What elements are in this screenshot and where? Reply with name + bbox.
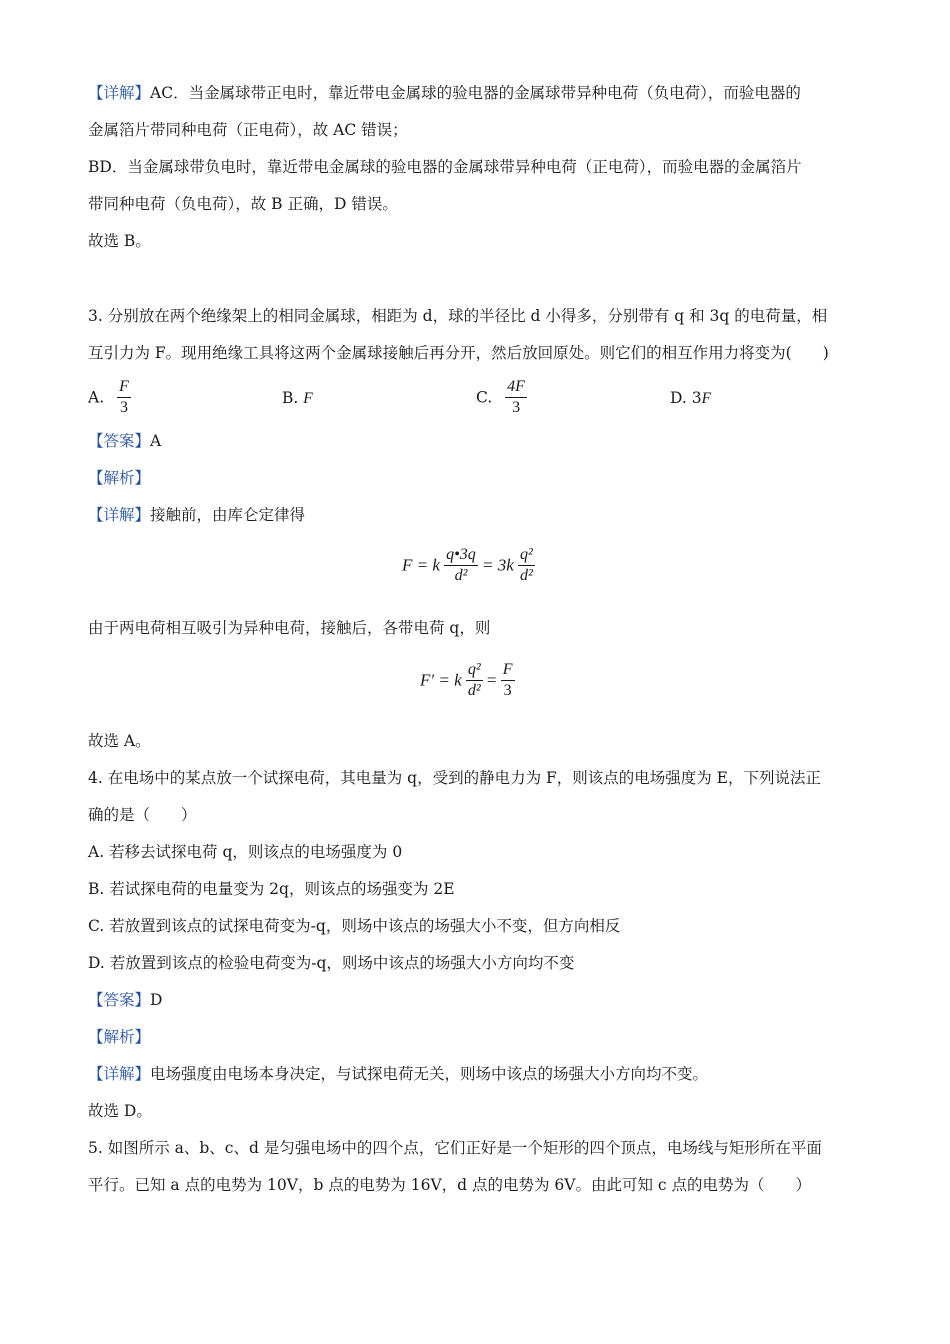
q2-detail-line-4: 带同种电荷（负电荷），故 B 正确，D 错误。 <box>88 195 398 213</box>
q2-detail-text-1: AC．当金属球带正电时，靠近带电金属球的验电器的金属球带异种电荷（负电荷），而验电器的 <box>150 84 801 102</box>
q4-stem-line-2: 确的是（ ） <box>88 806 197 824</box>
q3-option-a-label: A. <box>88 388 105 407</box>
formula1-fraction-2 <box>518 546 535 585</box>
q3-option-b <box>282 387 313 410</box>
q4-option-b: B. 若试探电荷的电量变为 2q，则该点的场强变为 2E <box>88 880 455 898</box>
q3-option-a-den: 3 <box>119 399 128 416</box>
q3-answer <box>88 430 161 452</box>
formula2-num-1: q² <box>466 661 483 681</box>
formula2-mid: = <box>486 670 497 690</box>
detail-tag: 【详解】 <box>88 84 151 102</box>
q4-detail-text: 电场强度由电场本身决定，与试探电荷无关，则场中该点的场强大小方向均不变。 <box>150 1065 709 1083</box>
formula2-fraction-1 <box>466 661 483 700</box>
q3-conclusion: 故选 A。 <box>88 732 151 750</box>
coulomb-formula <box>402 546 535 585</box>
result-formula <box>420 661 515 700</box>
q3-analysis-tag: 【解析】 <box>88 469 151 487</box>
q3-option-b-label: B. <box>282 389 299 407</box>
q4-option-d: D. 若放置到该点的检验电荷变为-q，则场中该点的场强大小方向均不变 <box>88 954 575 972</box>
q3-stem-line-1: 3. 分别放在两个绝缘架上的相同金属球，相距为 d，球的半径比 d 小得多，分别带有 q 和 3q 的电荷量，相 <box>88 307 828 325</box>
formula1-fraction-1 <box>444 546 478 585</box>
formula2-den-1: d² <box>467 682 481 699</box>
q2-detail-line-2: 金属箔片带同种电荷（正电荷），故 AC 错误； <box>88 121 408 139</box>
q2-detail-line-3: BD．当金属球带负电时，靠近带电金属球的验电器的金属球带异种电荷（正电荷），而验电器的金属箔片 <box>88 158 802 176</box>
q3-answer-value: A <box>150 432 162 450</box>
q3-stem-line-2: 互引力为 F。现用绝缘工具将这两个金属球接触后再分开，然后放回原处。则它们的相互作用力将变为( ) <box>88 344 829 362</box>
q3-detail <box>88 504 305 526</box>
formula2-fraction-2 <box>501 661 515 700</box>
formula2-den-2: 3 <box>503 682 512 699</box>
q4-answer-value: D <box>150 991 163 1009</box>
detail-tag: 【详解】 <box>88 1065 151 1083</box>
formula2-lhs: F′ = k <box>420 670 462 690</box>
q4-option-c: C. 若放置到该点的试探电荷变为-q，则场中该点的场强大小不变，但方向相反 <box>88 917 621 935</box>
q2-answer-line: 故选 B。 <box>88 232 151 250</box>
q2-detail-line-1 <box>88 82 801 104</box>
q3-option-a-fraction <box>117 378 131 417</box>
q4-option-a: A. 若移去试探电荷 q，则该点的电场强度为 0 <box>88 843 403 861</box>
q5-stem-line-1: 5. 如图所示 a、b、c、d 是匀强电场中的四个点，它们正好是一个矩形的四个顶点，电场线与矩形所在平面 <box>88 1139 822 1157</box>
q3-option-c <box>476 378 527 417</box>
answer-tag: 【答案】 <box>88 991 151 1009</box>
detail-tag: 【详解】 <box>88 506 151 524</box>
q4-detail <box>88 1063 708 1085</box>
q4-conclusion: 故选 D。 <box>88 1102 152 1120</box>
formula1-lhs: F = k <box>402 555 440 575</box>
q3-option-c-num: 4F <box>505 378 527 398</box>
q3-option-c-den: 3 <box>512 399 521 416</box>
q4-answer <box>88 989 162 1011</box>
formula1-den-1: d² <box>454 567 468 584</box>
q3-option-d <box>670 387 711 410</box>
q3-option-c-fraction <box>505 378 527 417</box>
q3-option-d-label: D. 3 <box>670 389 702 407</box>
q4-analysis-tag: 【解析】 <box>88 1028 151 1046</box>
q3-option-d-text: F <box>701 390 712 407</box>
formula1-mid: = 3k <box>482 555 514 575</box>
q5-stem-line-2: 平行。已知 a 点的电势为 10V，b 点的电势为 16V，d 点的电势为 6V。由此可知 c 点的电势为（ ） <box>88 1176 812 1194</box>
formula1-den-2: d² <box>520 567 533 584</box>
q4-stem-line-1: 4. 在电场中的某点放一个试探电荷，其电量为 q，受到的静电力为 F，则该点的电场强度为 E，下列说法正 <box>88 769 821 787</box>
q3-option-a-num: F <box>117 378 131 398</box>
formula2-num-2: F <box>501 661 515 681</box>
q3-option-c-label: C. <box>476 388 493 407</box>
q3-option-b-text: F <box>303 390 313 407</box>
q3-mid-text: 由于两电荷相互吸引为异种电荷，接触后，各带电荷 q，则 <box>88 619 491 637</box>
formula1-num-1: q•3q <box>444 546 478 566</box>
q3-option-a <box>88 378 131 417</box>
answer-tag: 【答案】 <box>88 432 151 450</box>
formula1-num-2: q² <box>518 546 535 566</box>
q3-detail-text: 接触前，由库仑定律得 <box>150 506 306 524</box>
